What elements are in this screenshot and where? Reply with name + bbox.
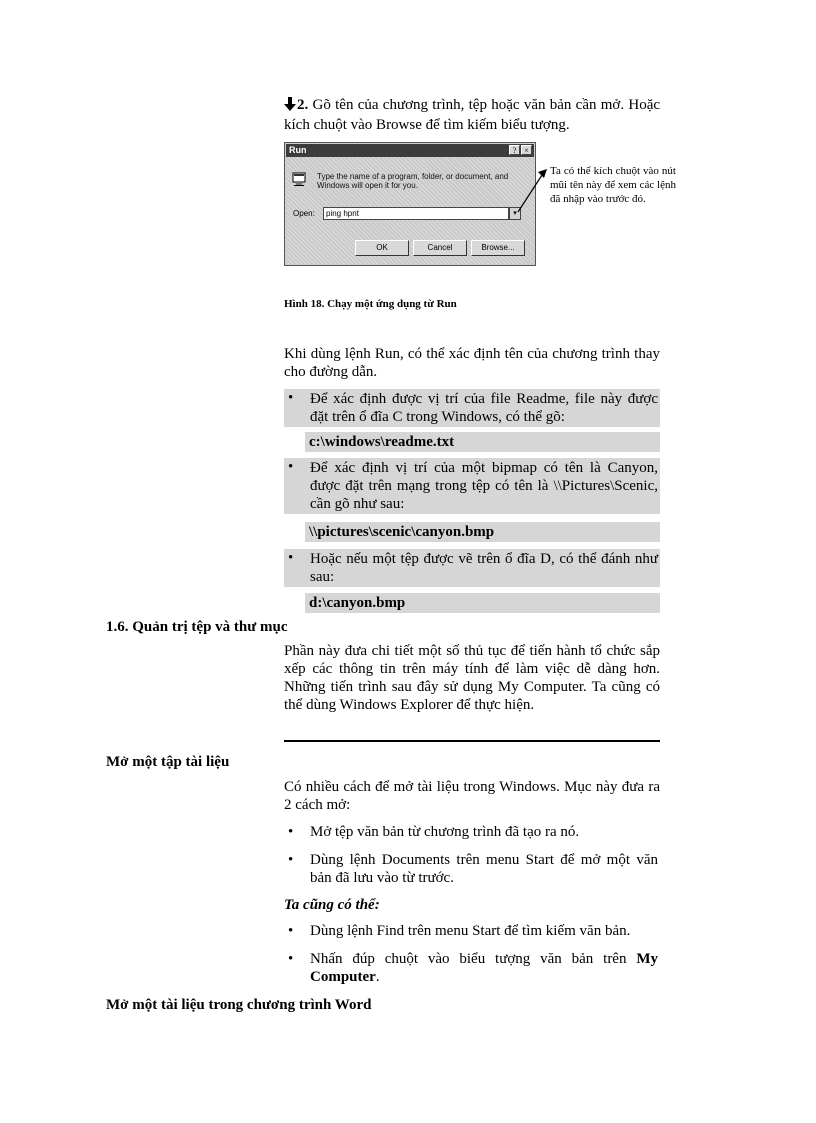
list-item-text bbox=[310, 950, 658, 986]
section-paragraph: Phần này đưa chi tiết một số thủ tục để tiến hành tổ chức sắp xếp các thông tin trên máy tính để làm việc dễ dàng hơn. Những tiến trình sau đây sử dụng My Computer. Ta cũng có thể dùng Windows Explorer để thực hiện. bbox=[284, 643, 660, 713]
bullet: • bbox=[288, 951, 294, 967]
list-item-text: Để xác định được vị trí của file Readme, file này được đặt trên ổ đĩa C trong Windows, có thể gõ: bbox=[310, 391, 658, 425]
list-item-text-part: Nhấn đúp chuột vào biểu tượng văn bản trên bbox=[310, 951, 627, 967]
section-heading: Mở một tài liệu trong chương trình Word bbox=[106, 997, 372, 1013]
chevron-down-icon[interactable]: ▾ bbox=[509, 207, 521, 220]
list-item-text: Hoặc nếu một tệp được vẽ trên ổ đĩa D, có thể đánh như sau: bbox=[310, 551, 658, 585]
code-example: d:\canyon.bmp bbox=[305, 593, 660, 613]
cancel-button[interactable]: Cancel bbox=[413, 240, 467, 256]
section-heading: Mở một tập tài liệu bbox=[106, 754, 230, 770]
step-text: Gõ tên của chương trình, tệp hoặc văn bản cần mở. Hoặc kích chuột vào Browse để tìm kiếm biểu tượng. bbox=[284, 97, 661, 133]
close-icon[interactable]: × bbox=[521, 145, 532, 155]
step-2-paragraph bbox=[284, 96, 660, 134]
list-item-text: Mở tệp văn bản từ chương trình đã tạo ra nó. bbox=[310, 824, 580, 840]
bullet: • bbox=[288, 550, 294, 566]
bullet: • bbox=[288, 824, 294, 840]
code-example: \\pictures\scenic\canyon.bmp bbox=[305, 522, 660, 542]
section-intro: Có nhiều cách để mở tài liệu trong Windows. Mục này đưa ra 2 cách mở: bbox=[284, 779, 660, 813]
open-label: Open: bbox=[293, 209, 315, 218]
help-icon[interactable]: ? bbox=[509, 145, 520, 155]
browse-button[interactable]: Browse... bbox=[471, 240, 525, 256]
callout-text: Ta có thể kích chuột vào nút mũi tên này để xem các lệnh đã nhập vào trước đó. bbox=[550, 165, 676, 205]
bullet: • bbox=[288, 852, 294, 868]
list-item bbox=[284, 458, 660, 514]
list-item-text: Dùng lệnh Find trên menu Start để tìm kiếm văn bản. bbox=[310, 923, 631, 939]
run-dialog-title: Run bbox=[286, 144, 534, 157]
list-item bbox=[284, 389, 660, 427]
bullet: • bbox=[288, 459, 294, 475]
callout-arrow-icon bbox=[516, 168, 550, 214]
run-program-icon bbox=[292, 171, 308, 187]
also-label: Ta cũng có thể: bbox=[284, 897, 380, 913]
list-item-text: Để xác định vị trí của một bipmap có tên là Canyon, được đặt trên mạng trong tệp có tên là \\Pictures\Scenic, cần gõ như sau: bbox=[310, 460, 658, 512]
code-example: c:\windows\readme.txt bbox=[305, 432, 660, 452]
run-dialog bbox=[284, 142, 536, 266]
run-paragraph: Khi dùng lệnh Run, có thể xác định tên của chương trình thay cho đường dẫn. bbox=[284, 346, 660, 380]
figure-caption: Hình 18. Chạy một ứng dụng từ Run bbox=[284, 298, 457, 310]
divider bbox=[284, 740, 660, 742]
list-item-text: Dùng lệnh Documents trên menu Start để mở một văn bản đã lưu vào từ trước. bbox=[310, 852, 658, 886]
open-input[interactable]: ping hpnt bbox=[323, 207, 509, 220]
section-heading: 1.6. Quản trị tệp và thư mục bbox=[106, 619, 288, 635]
list-item bbox=[284, 549, 660, 587]
ok-button[interactable]: OK bbox=[355, 240, 409, 256]
bullet: • bbox=[288, 390, 294, 406]
step-number: 2. bbox=[297, 97, 309, 113]
bullet: • bbox=[288, 923, 294, 939]
list-item-end: . bbox=[375, 969, 380, 985]
my-computer-label: My Computer bbox=[310, 951, 659, 985]
run-dialog-description: Type the name of a program, folder, or document, and Windows will open it for you. bbox=[317, 172, 509, 190]
down-arrow-icon bbox=[284, 97, 297, 116]
